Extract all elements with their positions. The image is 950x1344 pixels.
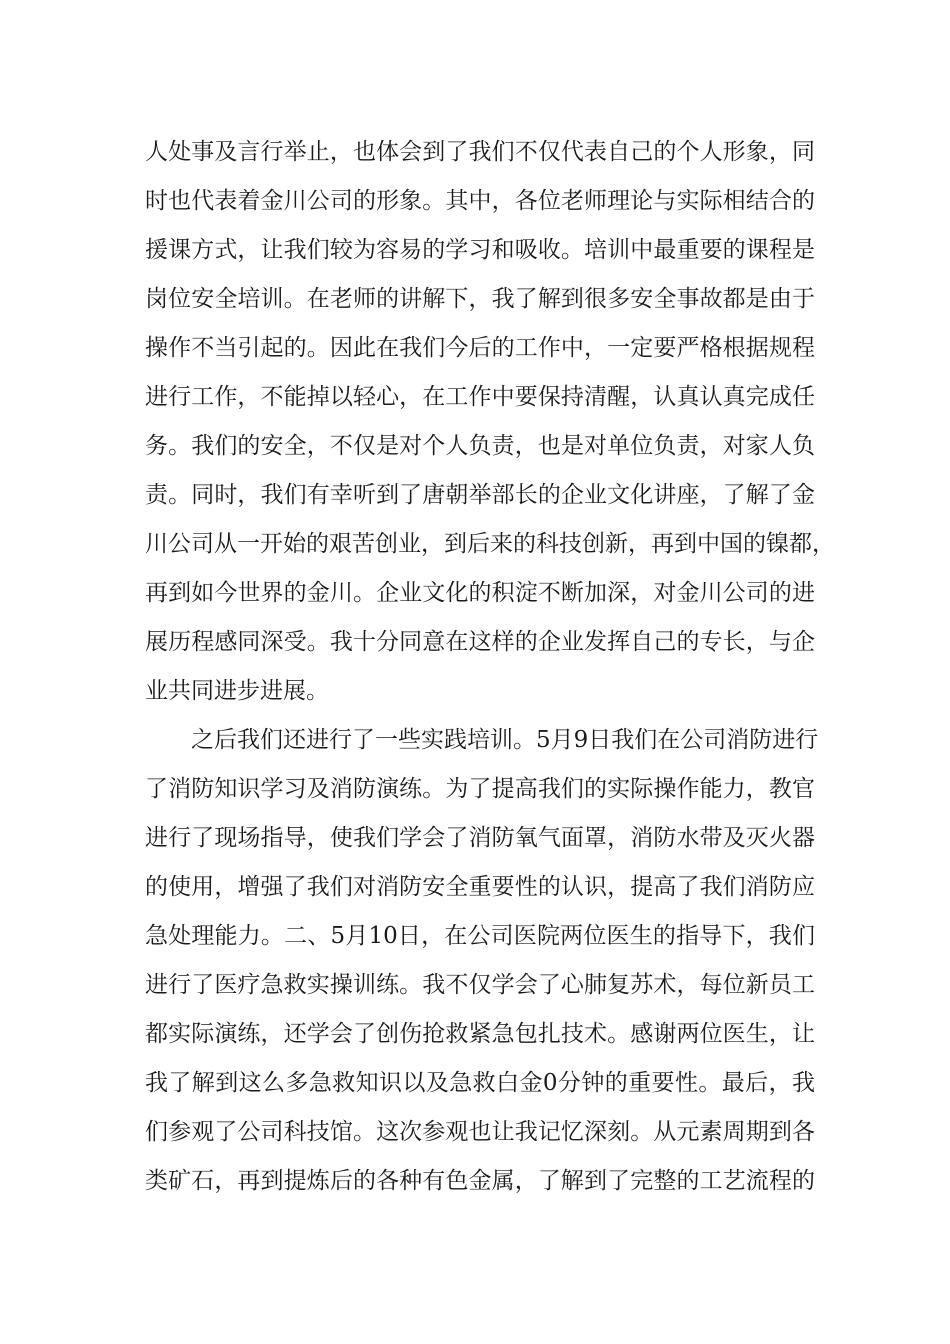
paragraph-1 [145,128,835,716]
text-line: 人处事及言行举止，也体会到了我们不仅代表自己的个人形象，同 [145,139,815,165]
text-line: 们参观了公司科技馆。这次参观也让我记忆深刻。从元素周期到各 [145,1119,815,1145]
paragraph-2 [145,716,819,1206]
text-line: 进行了现场指导，使我们学会了消防氧气面罩，消防水带及灭火器 [145,825,815,851]
text-line: 业共同进步进展。 [145,678,329,704]
text-line: 的使用，增强了我们对消防安全重要性的认识，提高了我们消防应 [145,874,815,900]
text-line: 展历程感同深受。我十分同意在这样的企业发挥自己的专长，与企 [145,629,815,655]
text-line: 时也代表着金川公司的形象。其中，各位老师理论与实际相结合的 [145,188,815,214]
text-line: 了消防知识学习及消防演练。为了提高我们的实际操作能力，教官 [145,776,815,802]
text-line: 再到如今世界的金川。企业文化的积淀不断加深，对金川公司的进 [145,580,815,606]
text-line: 都实际演练，还学会了创伤抢救紧急包扎技术。感谢两位医生，让 [145,1021,815,1047]
text-line: 援课方式，让我们较为容易的学习和吸收。培训中最重要的课程是 [145,237,815,263]
text-line: 之后我们还进行了一些实践培训。5月9日我们在公司消防进行 [191,727,819,753]
text-line: 急处理能力。二、5月10日，在公司医院两位医生的指导下，我们 [145,923,815,949]
text-line: 操作不当引起的。因此在我们今后的工作中，一定要严格根据规程 [145,335,815,361]
text-line: 类矿石，再到提炼后的各种有色金属，了解到了完整的工艺流程的 [145,1168,815,1194]
text-line: 责。同时，我们有幸听到了唐朝举部长的企业文化讲座，了解了金 [145,482,815,508]
text-line: 我了解到这么多急救知识以及急救白金0分钟的重要性。最后，我 [145,1070,815,1096]
text-line: 岗位安全培训。在老师的讲解下，我了解到很多安全事故都是由于 [145,286,815,312]
text-line: 进行了医疗急救实操训练。我不仅学会了心肺复苏术，每位新员工 [145,972,815,998]
text-line: 务。我们的安全，不仅是对个人负责，也是对单位负责，对家人负 [145,433,815,459]
text-line: 进行工作，不能掉以轻心，在工作中要保持清醒，认真认真完成任 [145,384,815,410]
document-body [145,128,835,1206]
text-line: 川公司从一开始的艰苦创业，到后来的科技创新，再到中国的镍都， [145,531,835,557]
